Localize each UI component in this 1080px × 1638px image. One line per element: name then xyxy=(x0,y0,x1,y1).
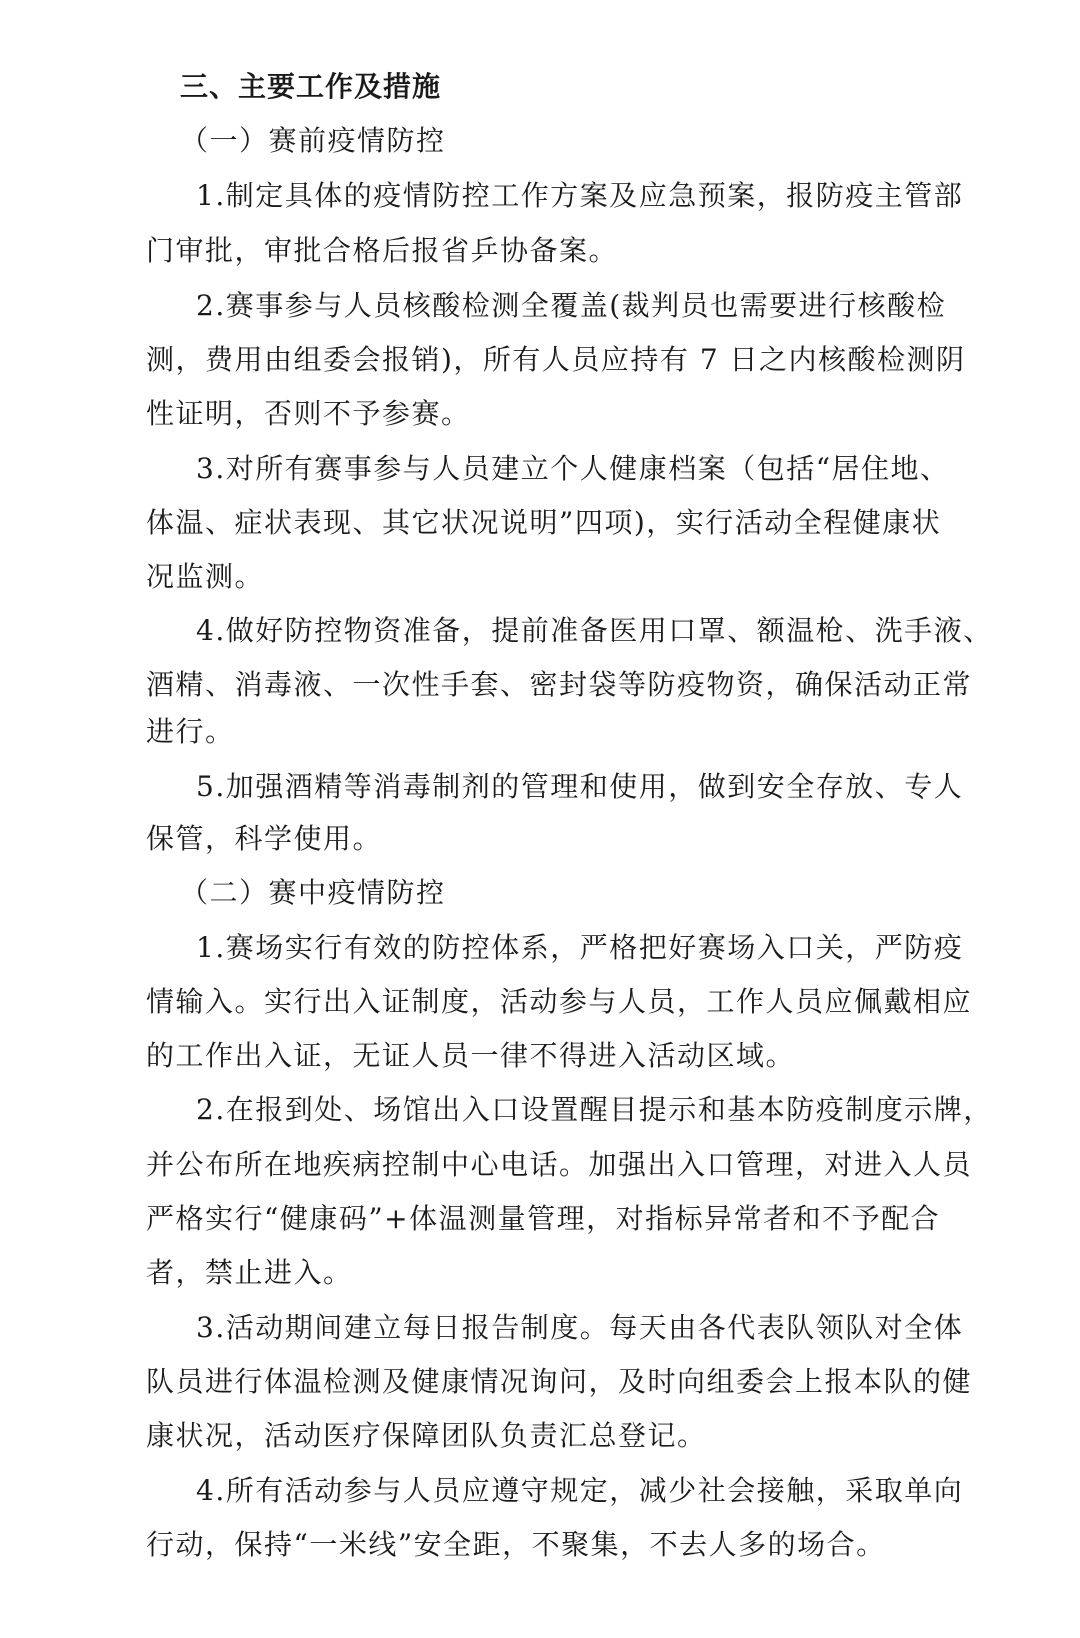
paragraph-line: 酒精、消毒液、一次性手套、密封袋等防疫物资，确保活动正常 xyxy=(146,668,973,701)
paragraph-line: 康状况，活动医疗保障团队负责汇总登记。 xyxy=(146,1419,707,1452)
paragraph-line: 5.加强酒精等消毒制剂的管理和使用，做到安全存放、专人 xyxy=(196,770,964,803)
paragraph-line: 者，禁止进入。 xyxy=(146,1256,353,1289)
paragraph-line: 2.赛事参与人员核酸检测全覆盖(裁判员也需要进行核酸检 xyxy=(196,289,947,322)
paragraph-line: 体温、症状表现、其它状况说明”四项)，实行活动全程健康状 xyxy=(146,506,942,539)
paragraph-line: 保管，科学使用。 xyxy=(146,822,383,855)
paragraph-line: 2.在报到处、场馆出入口设置醒目提示和基本防疫制度示牌， xyxy=(196,1093,993,1126)
paragraph-line: 3.对所有赛事参与人员建立个人健康档案（包括“居住地、 xyxy=(196,452,950,485)
paragraph-line: 4.所有活动参与人员应遵守规定，减少社会接触，采取单向 xyxy=(196,1474,964,1507)
paragraph-line: 性证明，否则不予参赛。 xyxy=(146,397,471,430)
paragraph-line: 的工作出入证，无证人员一律不得进入活动区域。 xyxy=(146,1039,796,1072)
section-heading: 三、主要工作及措施 xyxy=(180,70,442,103)
paragraph-line: 进行。 xyxy=(146,715,235,748)
paragraph-line: 并公布所在地疾病控制中心电话。加强出入口管理，对进入人员 xyxy=(146,1148,973,1181)
paragraph-line: 1.赛场实行有效的防控体系，严格把好赛场入口关，严防疫 xyxy=(196,931,964,964)
paragraph-line: 测，费用由组委会报销)，所有人员应持有 7 日之内核酸检测阴 xyxy=(146,343,966,376)
paragraph-line: 况监测。 xyxy=(146,560,265,593)
subsection-title: （二）赛中疫情防控 xyxy=(180,876,446,909)
paragraph-line: 行动，保持“一米线”安全距，不聚集，不去人多的场合。 xyxy=(146,1528,886,1561)
paragraph-line: 1.制定具体的疫情防控工作方案及应急预案，报防疫主管部 xyxy=(196,179,964,212)
subsection-title: （一）赛前疫情防控 xyxy=(180,124,446,157)
paragraph-line: 情输入。实行出入证制度，活动参与人员，工作人员应佩戴相应 xyxy=(146,985,973,1018)
paragraph-line: 4.做好防控物资准备，提前准备医用口罩、额温枪、洗手液、 xyxy=(196,614,993,647)
paragraph-line: 队员进行体温检测及健康情况询问，及时向组委会上报本队的健 xyxy=(146,1365,973,1398)
paragraph-line: 严格实行“健康码”+体温测量管理，对指标异常者和不予配合 xyxy=(146,1202,941,1235)
paragraph-line: 3.活动期间建立每日报告制度。每天由各代表队领队对全体 xyxy=(196,1311,964,1344)
paragraph-line: 门审批，审批合格后报省乒协备案。 xyxy=(146,234,619,267)
